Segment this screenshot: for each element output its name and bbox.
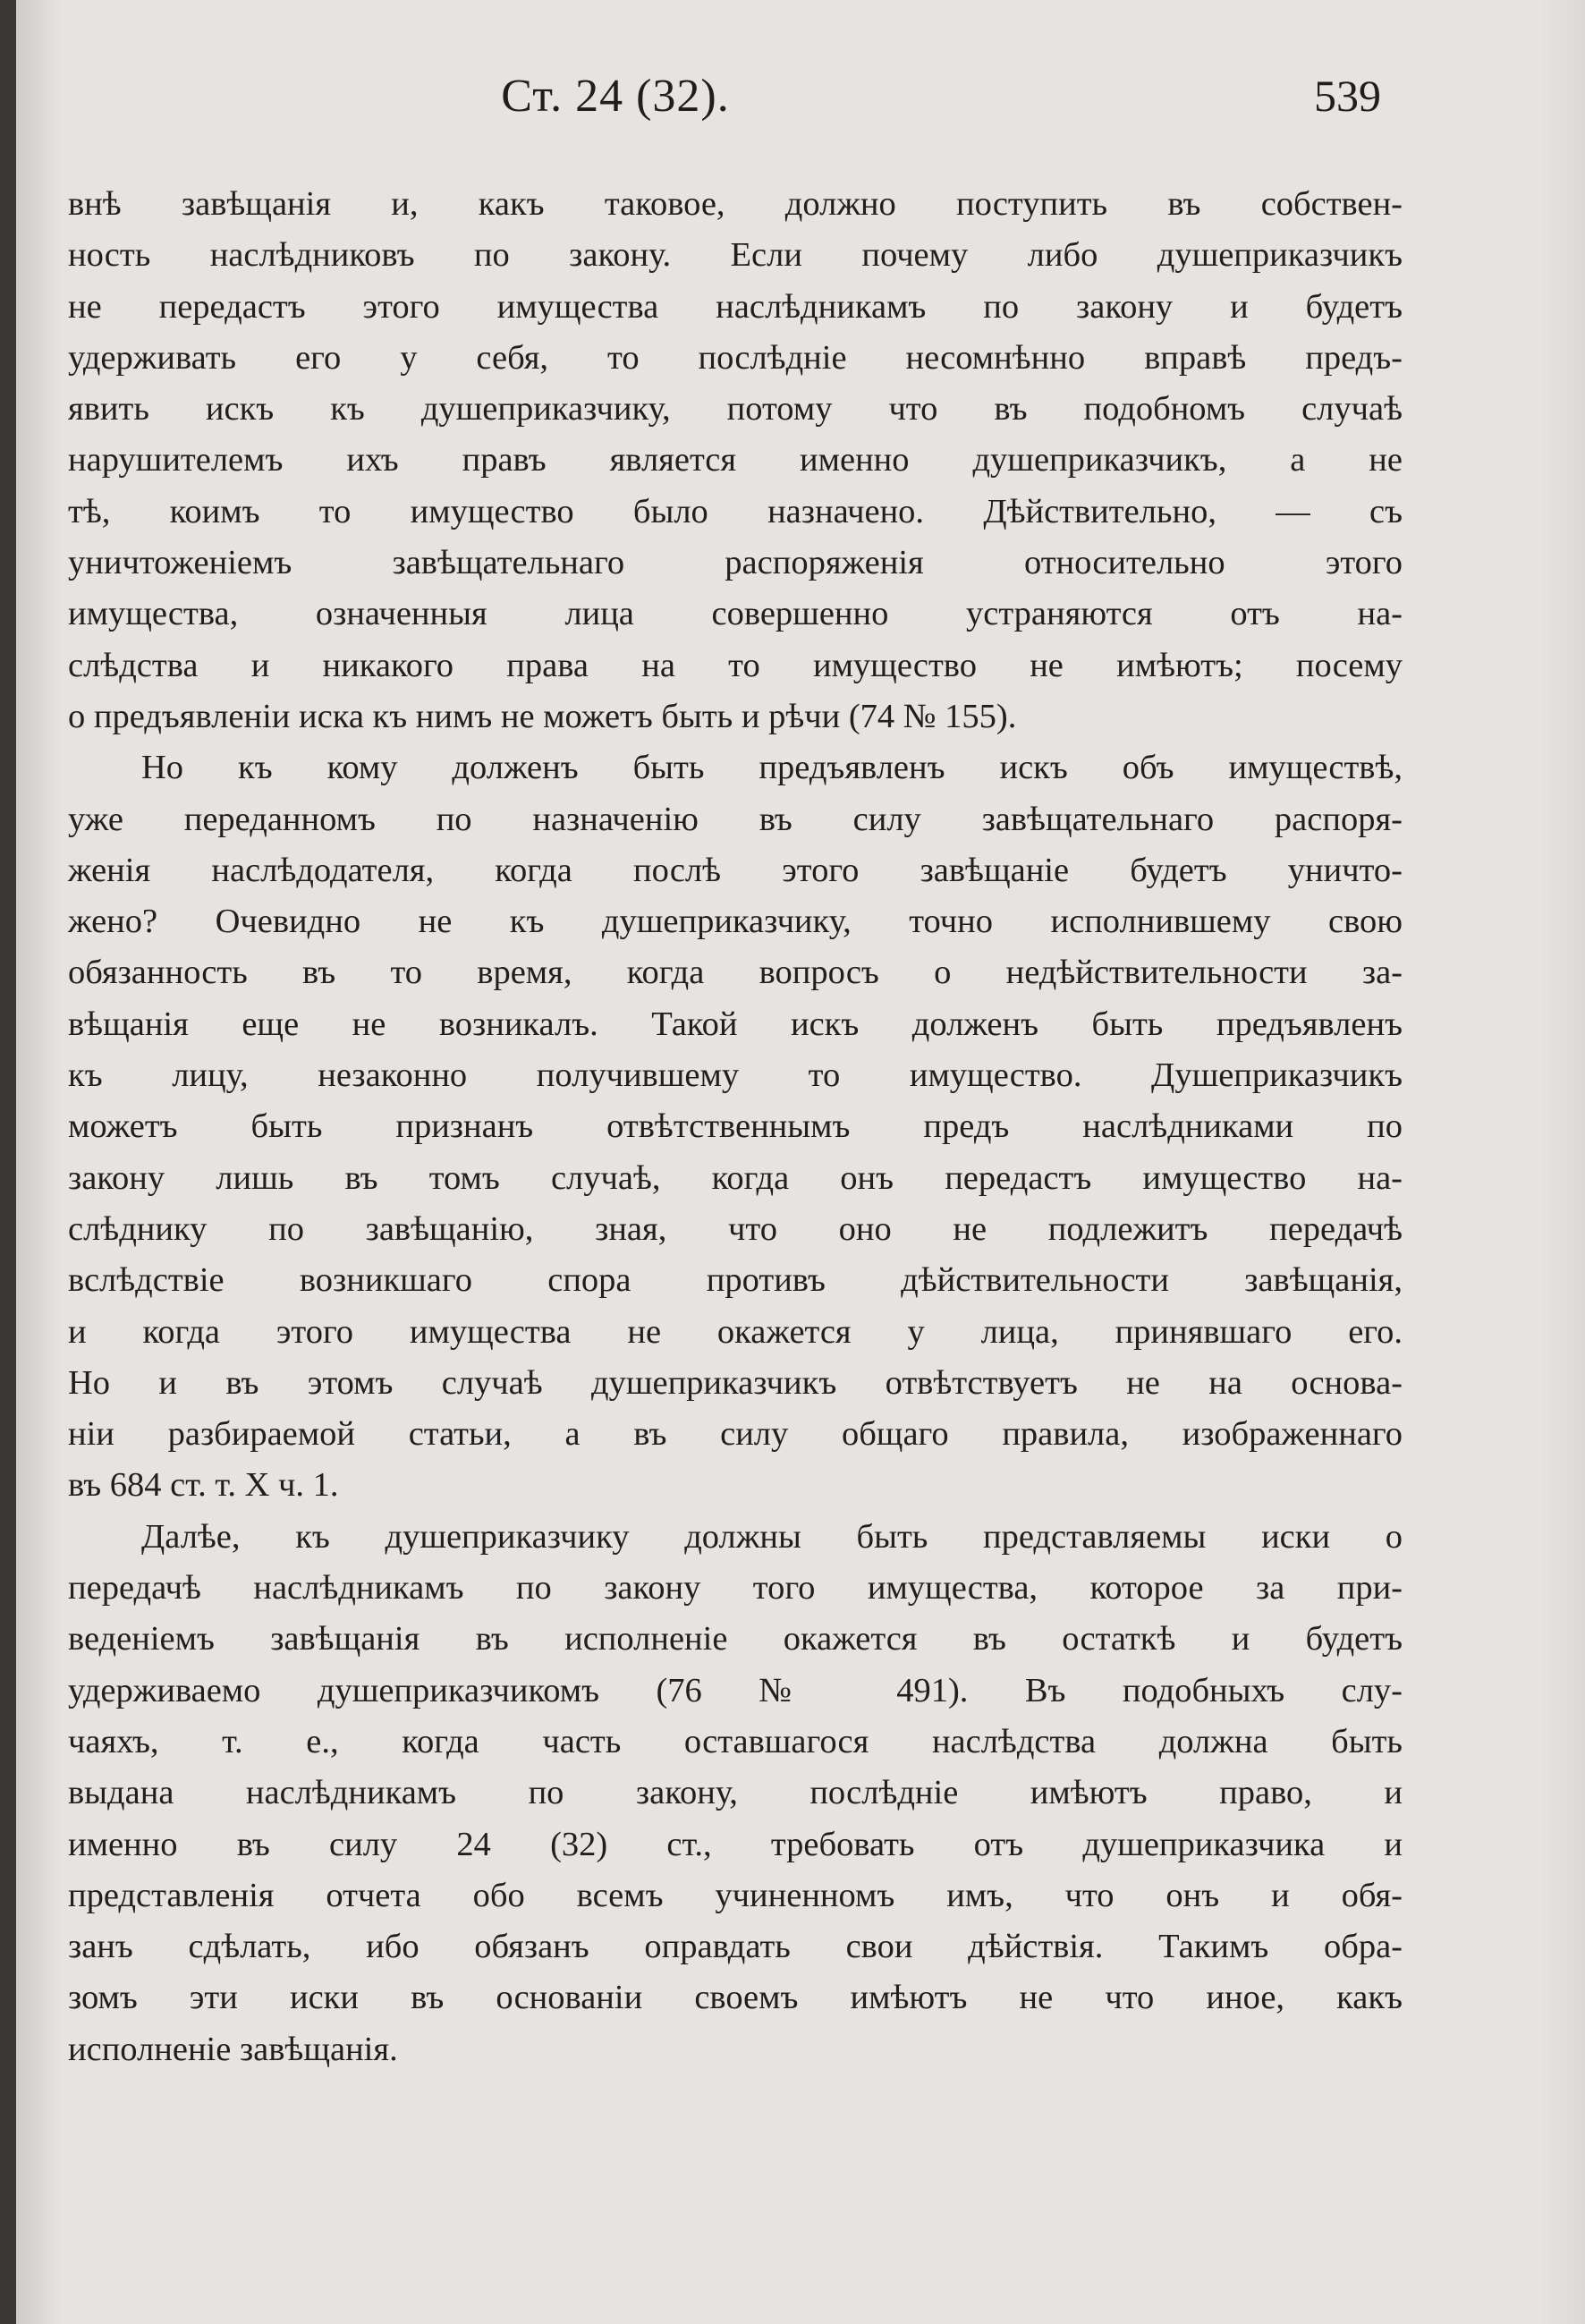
paragraph [68,179,1403,742]
text-line: и когда этого имущества не окажется у лица, принявшаго его. [68,1312,1403,1351]
text-line: именно въ силу 24 (32) ст., требовать отъ душеприказчика и [68,1825,1403,1863]
text-line: вслѣдствіе возникшаго спора противъ дѣйствительности завѣщанія, [68,1261,1403,1300]
text-line: въ 684 ст. т. X ч. 1. [68,1466,339,1505]
book-page [16,0,1585,2324]
text-line: имущества, означенныя лица совершенно устраняются отъ на- [68,595,1403,633]
text-line: обязанность въ то время, когда вопросъ о недѣйствительности за- [68,954,1403,992]
text-line: занъ сдѣлать, ибо обязанъ оправдать свои дѣйствія. Такимъ обра- [68,1928,1403,1966]
text-line: ность наслѣдниковъ по закону. Если почему либо душеприказчикъ [68,236,1403,275]
body-text [68,179,1403,2075]
text-line: зомъ эти иски въ основаніи своемъ имѣютъ не что иное, какъ [68,1979,1403,2017]
text-line: удерживать его у себя, то послѣдніе несомнѣнно вправѣ предъ- [68,338,1403,377]
text-line: чаяхъ, т. е., когда часть оставшагося наслѣдства должна быть [68,1722,1403,1760]
text-line: выдана наслѣдникамъ по закону, послѣдніе имѣютъ право, и [68,1774,1403,1812]
text-line: представленія отчета обо всемъ учиненномъ имъ, что онъ и обя- [68,1876,1403,1914]
text-line: слѣднику по завѣщанію, зная, что оно не подлежитъ передачѣ [68,1209,1403,1248]
text-line: Далѣе, къ душеприказчику должны быть представляемы иски о [141,1517,1403,1556]
text-line: нарушителемъ ихъ правъ является именно душеприказчикъ, а не [68,441,1403,479]
text-line: слѣдства и никакого права на то имущество не имѣютъ; посему [68,646,1403,684]
text-line: вѣщанія еще не возникалъ. Такой искъ долженъ быть предъявленъ [68,1005,1403,1043]
text-line: уничтоженіемъ завѣщательнаго распоряженія относительно этого [68,544,1403,582]
text-line: о предъявленіи иска къ нимъ не можетъ быть и рѣчи (74 № 155). [68,697,1017,735]
text-line: уже переданномъ по назначенію въ силу завѣщательнаго распоря- [68,800,1403,838]
text-line: веденіемъ завѣщанія въ исполненіе окажется въ остаткѣ и будетъ [68,1620,1403,1658]
paragraph [68,742,1403,1511]
text-line: жено? Очевидно не къ душеприказчику, точно исполнившему свою [68,903,1403,941]
text-line: передачѣ наслѣдникамъ по закону того имущества, которое за при- [68,1569,1403,1607]
text-line: женія наслѣдодателя, когда послѣ этого завѣщаніе будетъ уничто- [68,851,1403,889]
text-line: ніи разбираемой статьи, а въ силу общаго правила, изображеннаго [68,1415,1403,1454]
running-title: Ст. 24 (32). [501,71,730,122]
text-line: явить искъ къ душеприказчику, потому что въ подобномъ случаѣ [68,390,1403,428]
text-line: тѣ, коимъ то имущество было назначено. Дѣйствительно, — съ [68,492,1403,530]
text-line: закону лишь въ томъ случаѣ, когда онъ передастъ имущество на- [68,1158,1403,1197]
paragraph [68,1512,1403,2075]
text-line: исполненіе завѣщанія. [68,2030,398,2068]
text-line: Но и въ этомъ случаѣ душеприказчикъ отвѣтствуетъ не на основа- [68,1363,1403,1402]
page-number: 539 [1314,71,1381,121]
text-line: внѣ завѣщанія и, какъ таковое, должно поступить въ собствен- [68,185,1403,223]
text-line: можетъ быть признанъ отвѣтственнымъ предъ наслѣдниками по [68,1107,1403,1146]
text-line: не передастъ этого имущества наслѣдникамъ по закону и будетъ [68,287,1403,326]
text-line: къ лицу, незаконно получившему то имущество. Душеприказчикъ [68,1056,1403,1095]
text-line: удерживаемо душеприказчикомъ (76 № 491). Въ подобныхъ слу- [68,1671,1403,1709]
page-header [16,70,1585,132]
text-line: Но къ кому долженъ быть предъявленъ искъ объ имуществѣ, [141,749,1403,787]
